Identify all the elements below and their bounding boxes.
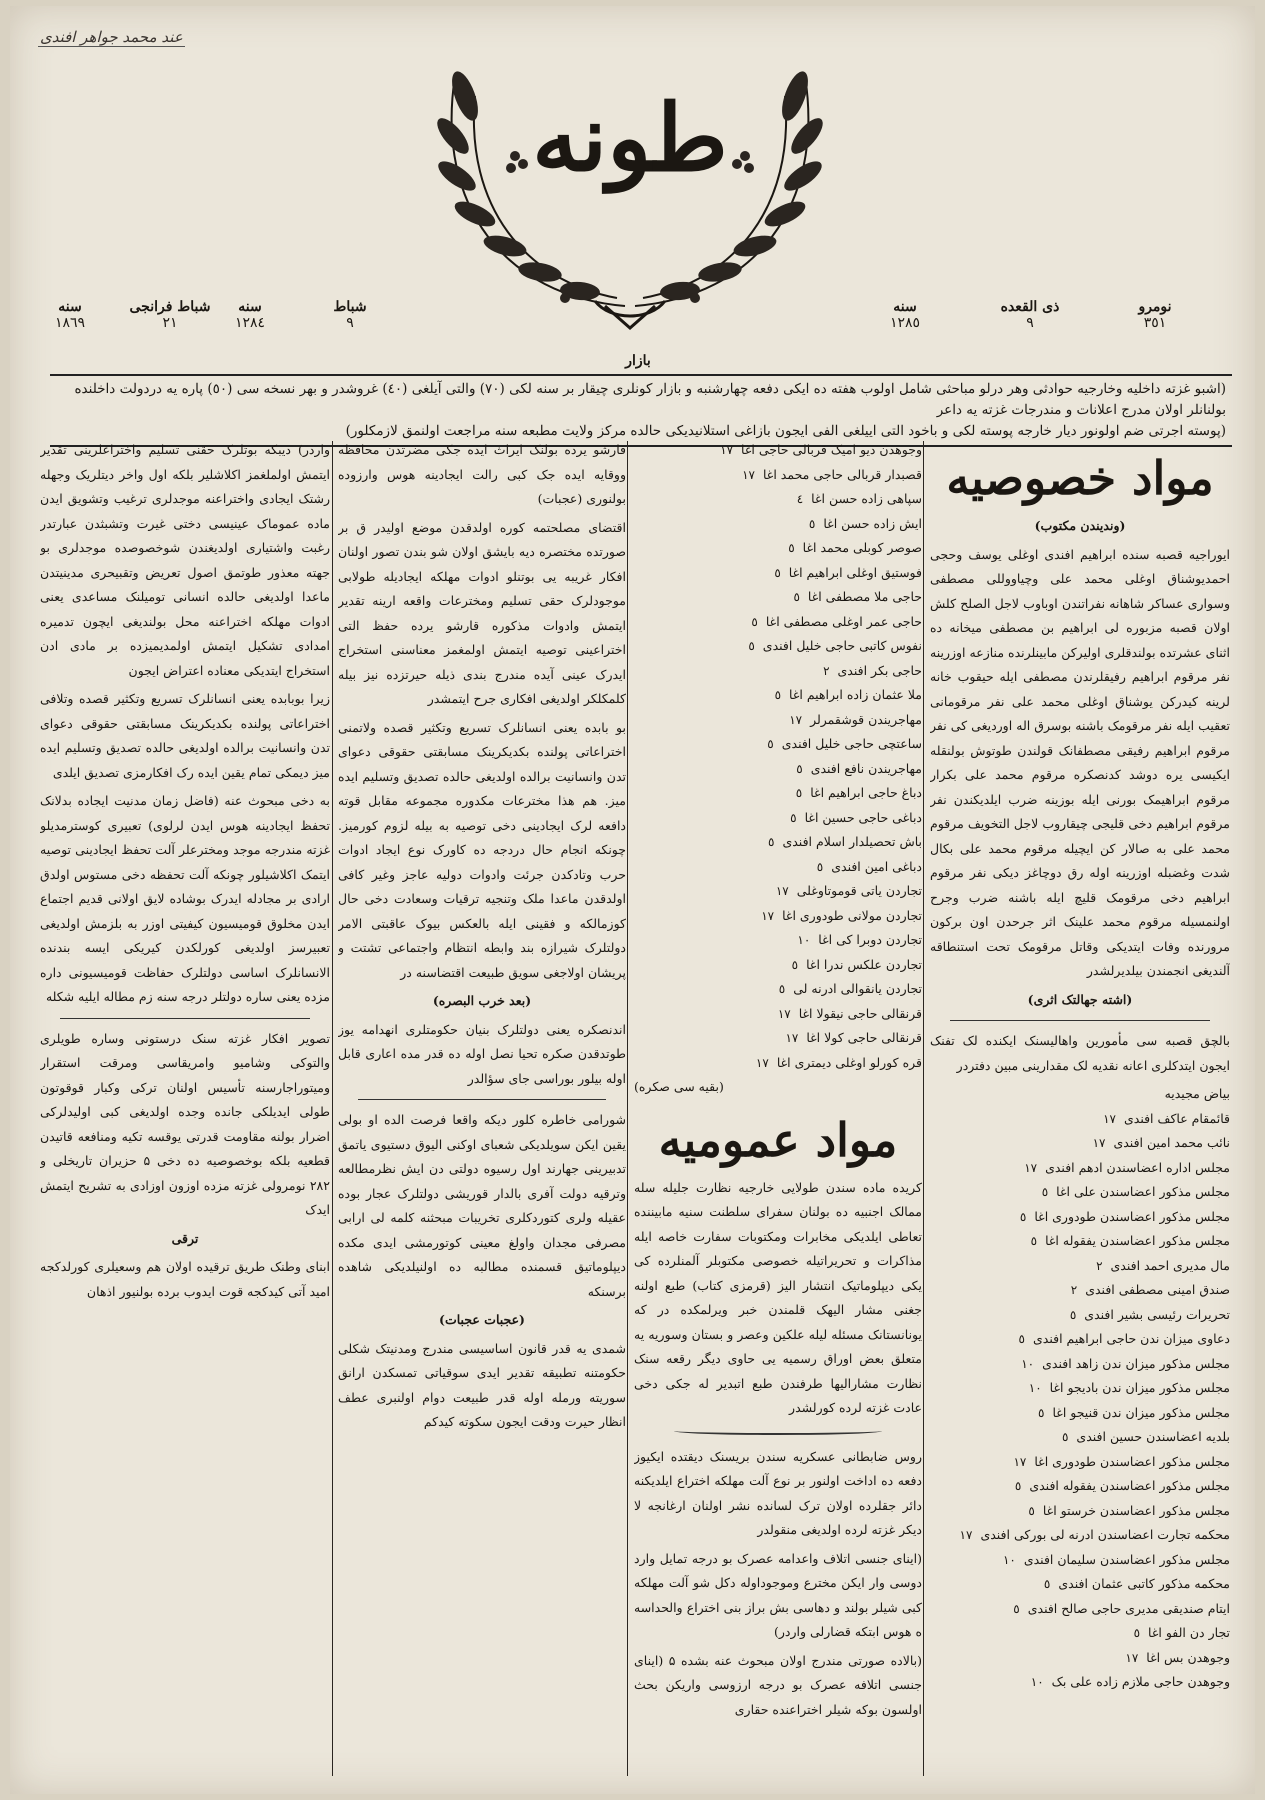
list-item-name: مجلس مذکور اعضاسندن یفقوله افندی <box>1029 1478 1230 1493</box>
list-item <box>634 1026 922 1051</box>
list-item <box>634 732 922 757</box>
list-item-amount: ٥ <box>1018 1332 1025 1346</box>
article-paragraph: ابنای وطنک طریق ترقیده اولان هم وسعیلری کورلدکجه امید آتی کیدکجه قوت ایدوب برده بولنیور اذهان <box>40 1259 330 1299</box>
rumi-month-label: شباط <box>333 299 367 315</box>
masthead <box>395 36 865 346</box>
list-item-amount: ٢ <box>823 663 830 678</box>
list-item-name: ایتام صندیقی مدیری حاجی صالح افندی <box>1027 1600 1230 1616</box>
list-item <box>930 1474 1230 1499</box>
column-rule <box>332 441 333 1776</box>
list-item-name: مهاجریندن نافع افندی <box>810 760 922 776</box>
list-item <box>634 879 922 904</box>
list-heading: بیاض مجیدیه <box>1164 1086 1230 1101</box>
list-item <box>930 1205 1230 1230</box>
list-item-name: دباغی امین افندی <box>831 858 922 874</box>
list-item-amount: ٢ <box>1070 1283 1078 1297</box>
list-item-name: مجلس مذکور میزان ندن زاهد افندی <box>1042 1355 1230 1371</box>
list-item-name: وجوهدن دیو امیک قربالی حاجی اغا <box>741 442 922 457</box>
list-item-amount: ٥ <box>778 982 786 996</box>
article-paragraph: اندنصکره یعنی دولتلرک بنیان حکومتلری انهدامه یوز طوتدقدن صکره تحیا نصل اوله ده قدر مده اعاری قابل اوله بیلور بوراسی جای سؤالدر <box>338 1021 626 1086</box>
list-item <box>634 1002 922 1027</box>
list-item <box>634 585 922 610</box>
list-item-name: مجلس مذکور اعضاسندن علی اغا <box>1056 1184 1230 1199</box>
list-item-name: قائمقام عاکف افندی <box>1123 1110 1230 1126</box>
donation-list-continued <box>634 438 922 1075</box>
newspaper-title: طونه <box>532 84 728 192</box>
list-item-amount: ٢ <box>1096 1258 1103 1273</box>
gregorian-month <box>115 299 225 331</box>
issue-number <box>1115 299 1195 331</box>
list-item-amount: ٥ <box>1013 1601 1020 1616</box>
list-item-name: تجاردن یاتی قوموتاوغلی <box>796 883 922 898</box>
list-item-name: مجلس مذکور میزان ندن بادیجو اغا <box>1049 1380 1230 1395</box>
divider <box>674 1427 882 1435</box>
list-continued-note: (بقیه سی صکره) <box>634 1079 724 1094</box>
list-item-name: فوستیق اوغلی ابراهیم اغا <box>788 564 922 580</box>
list-item-amount: ٥ <box>793 590 800 604</box>
list-item-amount: ٥ <box>768 835 775 849</box>
list-item-name: صوصر کوبلی محمد اغا <box>802 540 922 555</box>
section-heading: مواد خصوصیه <box>946 451 1214 505</box>
list-item <box>634 487 922 512</box>
newspaper-page <box>10 6 1255 1794</box>
subscription-notice <box>50 374 1232 447</box>
list-item <box>634 806 922 831</box>
list-item-amount: ٥ <box>790 810 797 825</box>
list-item-amount: ٥ <box>796 761 803 776</box>
list-item-name: تجاردن دوبرا کی اغا <box>818 932 922 947</box>
divider <box>60 1018 310 1019</box>
list-item-amount: ٥ <box>808 516 816 531</box>
list-item-name: مال مدیری احمد افندی <box>1110 1257 1230 1273</box>
list-item-amount: ٥ <box>1043 1577 1051 1591</box>
list-item <box>930 1425 1230 1450</box>
column-article-3 <box>338 438 626 1778</box>
list-item <box>634 830 922 855</box>
list-item <box>930 1180 1230 1205</box>
hijri-day-value: ٩ <box>1026 315 1034 331</box>
gregorian-year <box>30 299 110 331</box>
list-item <box>930 1401 1230 1426</box>
list-item-amount: ١٠ <box>1030 1675 1044 1689</box>
issue-number-label: نومرو <box>1138 299 1172 315</box>
list-item-name: حاجی بکر افندی <box>837 662 922 678</box>
list-item-amount: ١٧ <box>1024 1160 1038 1175</box>
gregorian-year-label: سنه <box>58 299 82 315</box>
hijri-year-value: ١٢٨٥ <box>889 315 921 331</box>
list-item-name: دعاوی میزان ندن حاجی ابراهیم افندی <box>1032 1331 1230 1346</box>
list-item-amount: ١٧ <box>959 1528 973 1542</box>
article-paragraph: به دخی مبحوث عنه (فاضل زمان مدنیت ایجاده بدلانک تحفظ ایجادینه هوس ایدن لرلوی) تعبیری کوسترمدیلو غزته مندرجه موجد ومخترعلر آلت تحفظ ایجادینی توصیه ایتمک اکلاشیلور چونکه آلت تحفظه دخی مستوس اولدق ارادی بر مجادله ایدرک بوشاده لایق اولانی قدیم اجتماع ایدن مخلوق قومیسیون کیفیتی اوزر به بلزمش اولدیغی تعبیرسز اولدیغی کورلکدن کیریکی ایسه بندنده الانسانلرک اساسی دولتلرک حفاظت قومیسیونی داره مزده یعنی ساره دولتلر درجه سنه زم مطاله ایلیه شکله <box>40 793 330 1004</box>
list-item-amount: ٥ <box>1038 1405 1045 1420</box>
column-general-news <box>634 438 922 1778</box>
article-note: (اشته جهالتک اثری) <box>1027 991 1133 1007</box>
list-item-amount: ٥ <box>751 614 758 629</box>
list-item <box>930 1597 1230 1622</box>
list-item <box>634 683 922 708</box>
list-item-amount: ٥ <box>767 737 774 751</box>
list-item-name: باش تحصیلدار اسلام افندی <box>782 834 922 849</box>
list-item <box>930 1523 1230 1548</box>
handwritten-note: عند محمد جواهر افندی <box>40 28 183 46</box>
section-heading-progress: ترقی <box>171 1230 199 1246</box>
list-item-name: ایش زاده حسن اغا <box>823 515 922 531</box>
list-item-name: مجلس مذکور اعضاسندن خرستو اغا <box>1042 1502 1230 1518</box>
divider <box>358 1099 606 1100</box>
list-item-name: محکمه مذکور کاتبی عثمان افندی <box>1058 1576 1230 1591</box>
list-item-name: تحریرات رئیسی بشیر افندی <box>1084 1306 1230 1322</box>
list-item-name: قره کورلو اوغلی دیمتری اغا <box>776 1054 922 1070</box>
list-item-name: تجاردن علکس ندرا اغا <box>806 956 922 972</box>
list-item <box>634 977 922 1002</box>
weekday-label: بازار <box>625 353 651 369</box>
list-item-amount: ٥ <box>1041 1185 1049 1199</box>
list-item-amount: ١٧ <box>742 467 755 482</box>
list-item <box>930 1670 1230 1695</box>
list-item <box>634 757 922 782</box>
list-item <box>930 1327 1230 1352</box>
list-item-name: تجاردن یانقوالی ادرنه لی <box>793 981 922 996</box>
list-item-amount: ٥ <box>1061 1430 1069 1444</box>
list-item-amount: ١٧ <box>789 712 803 727</box>
list-item <box>634 634 922 659</box>
list-item-amount: ٥ <box>1133 1626 1141 1640</box>
rumi-month <box>310 299 390 331</box>
list-item <box>634 463 922 488</box>
rumi-year-label: سنه <box>238 299 262 315</box>
list-item <box>930 1107 1230 1132</box>
hijri-year-label: سنه <box>893 299 917 315</box>
list-item-name: مجلس مذکور اعضاسندن طودوری اغا <box>1034 1453 1230 1469</box>
list-item-name: نفوس کاتبی حاجی خلیل افندی <box>762 638 922 653</box>
article-note: (عجبات عجبات) <box>439 1312 525 1327</box>
list-item-name: وجوهدن بس اغا <box>1146 1649 1230 1665</box>
article-note: (بعد خرب البصره) <box>432 993 532 1008</box>
list-item <box>634 610 922 635</box>
list-item-amount: ١٧ <box>720 443 734 457</box>
list-item <box>930 1278 1230 1303</box>
list-item <box>930 1572 1230 1597</box>
list-item-amount: ٥ <box>1028 1503 1035 1518</box>
list-item <box>930 1303 1230 1328</box>
list-item-amount: ١٧ <box>761 908 775 923</box>
list-item-name: حاجی ملا مصطفی اغا <box>807 589 922 604</box>
list-item-amount: ١٧ <box>777 1006 791 1021</box>
list-item <box>634 438 922 463</box>
list-item-name: محکمه تجارت اعضاسندن ادرنه لی بورکی افندی <box>980 1527 1230 1542</box>
list-item-name: دباغ حاجی ابراهیم اغا <box>810 785 922 800</box>
list-item <box>634 855 922 880</box>
list-item <box>930 1131 1230 1156</box>
list-item <box>930 1376 1230 1401</box>
list-item-amount: ١٧ <box>785 1031 799 1045</box>
list-item-name: تجاردن مولانی طودوری اغا <box>782 907 922 923</box>
list-item-amount: ٤ <box>796 492 804 506</box>
list-item-amount: ١٧ <box>1013 1454 1027 1469</box>
article-paragraph: (بالاده صورتی مندرج اولان مبحوث عنه بشده ۵ (اینای جنسی اتلافه عصرک بو درجه ارزوسی واریکن بحث اولسون بوکه شیلر اختراعنده حقاری <box>634 1652 922 1717</box>
list-item-name: ساعتچی حاجی خلیل افندی <box>781 736 922 751</box>
hijri-year <box>865 299 945 331</box>
list-item <box>634 904 922 929</box>
article-paragraph: ایوراجیه قصبه سنده ابراهیم افندی اوغلی یوسف وحجی احمدیوشناق اوغلی محمد علی وچیاووللی مصطفی وسواری عساکر شاهانه نفراتندن اوباوب لاجل الصلح کلش اولان قصبه مزبوره لی ابراهیم بن مصطفی میخانه ده اثنای عشرتده بولندقلری اولیرکن مابینلرنده منازعه اوزرینه نفر مرقوم ابراهیم رفیقلرندن مصطفی ایله حیقوب خانه لرینه کیدرکن یوشناق اوغلی محمد علی نفر مرقومانی تعقیب ایله نفر مرقومک باشنه بوسرق اله اوردیغی کی نفر مرقوم ابراهیم رفیقی مصطفانک قولندن طوتوش بولنقله ایکیسی یره دوشد کدنصکره مرقوم محمد علی بکرار مرقوم ابراهیمک بورنی ایله بوزینه ضرب ایلدیکندن نفر مرقوم ابراهیم دخی قلیجی چیقاروب لاجل التخویف مرقوم محمد علی به صالار کن ایچیله مرقوم محمد علی بکال شدت وغضبله اوزرینه اوله رق دوچاغز دیکی نفر مرقوم ابراهیم دخی مرقومک قلیچ ایله باشنه ضرب وجرح اولنمسیله مرقوم محمد علینک اثر جرحدن اون برکون مرورنده وفات ایتدیکی وقاتل مرقومک تحت استنطاقه آلندیغی انجمندن بیلدیرلشدر <box>930 546 1230 978</box>
list-item-name: قرنقالی حاجی نیقولا اغا <box>798 1005 922 1021</box>
list-item-name: مجلس مذکور میزان ندن قنیجو اغا <box>1052 1404 1230 1420</box>
article-paragraph: زیرا بوبابده یعنی انسانلرک تسریع وتکثیر قصده وتلافی اختراعاتی پولنده بکدیکرینک مسابقتی حقوقی دعوای تدن وانسانیت برالده اولدیغی حالده تصدیق وتسلیم ایده میز دیمکی تمام یقین ایده رک افکارمزی تصدیق ایلدی <box>40 691 330 780</box>
section-subheading: (وندیندن مکتوب) <box>1034 518 1126 533</box>
list-item-name: نائب محمد امین افندی <box>1113 1135 1230 1150</box>
list-item-amount: ١٧ <box>1103 1111 1116 1126</box>
list-item-name: حاجی عمر اوغلی مصطفی اغا <box>765 613 922 629</box>
article-paragraph: تصویر افکار غزته سنک درستونی وساره طویلری والتوکی وشامیو وامریقاسی ومرقت استقرار ومیتوراجارسنه تأسیس اولنان ترکی وکبار قوقوتون طولی ایدیلکی جانده وجده اولدیغی کبی اولیدلرکی اضرار بولنه مقاومت قدرتی یوقسه تکیه ومنافعه قاتیدن قطعیه بلکه بوخصوصیه ده دخی ۵ حزیران تاریخلی و ٢٨٢ نومرولی غزته مزده اوزون اوزادی به تشریح ایتمش ایدک <box>40 1030 330 1217</box>
list-item <box>634 512 922 537</box>
divider <box>950 1020 1210 1021</box>
list-item-name: ملا عثمان زاده ابراهیم اغا <box>789 687 922 702</box>
gregorian-month-label: شباط فرانجی <box>129 299 211 315</box>
list-item <box>930 1254 1230 1279</box>
gregorian-day-value: ٢١ <box>162 315 178 331</box>
list-item <box>930 1499 1230 1524</box>
list-item <box>634 659 922 684</box>
list-item <box>930 1621 1230 1646</box>
column-rule <box>627 441 628 1776</box>
list-item <box>930 1156 1230 1181</box>
list-item <box>634 708 922 733</box>
list-item-amount: ١٧ <box>1092 1136 1106 1150</box>
section-heading: مواد عمومیه <box>658 1112 898 1167</box>
article-paragraph: قارشو یرده بولنک ایراث ایده جکی مضرتدن محافظه ووقایه ایده جک کبی رالت ایجادینه هوس وارزوده بولنوری (عجبات) <box>338 442 626 506</box>
column-rule <box>923 441 924 1776</box>
list-item-amount: ٥ <box>795 786 803 800</box>
article-paragraph: شورامی خاطره کلور دیکه واقعا فرصت الده او بولی یقین ایکن سویلدیکی شعبای اوکنی الیوق دستیوی یاتمق تدبیرینی جهارند اول رسیوه دولتی دن ایش نظرمطالعه وترقیه دولت آفری بالدار قوریشی دولتلرک عجار بوده عقیله ولری کتوردکلری تخریبات مبحثنه کلمه لی ارابی مصرفی مجدان واولغ معینی کوتورمشی ایدی مکده دیپلوماتیق قسمنده مطالبه ده اولنیلدیکی شاهده برسنکه <box>338 1112 626 1299</box>
list-item <box>930 1229 1230 1254</box>
list-item-name: مجلس مذکور اعضاسندن طودوری اغا <box>1034 1208 1230 1224</box>
article-paragraph: کریده ماده سندن طولایی خارجیه نظارت جلیله سله ممالک اجنبیه ده بولنان سفرای سلطنت سنیه مابیننده تعاطی ایلدیکی مخابرات ومکتوبات سفارت خاصه ایله مذاکرات و تحریراتیله خصوصی مکتوبلر آلمنلرده کی یکی دیپلوماتیک انتشار الیز (قرمزی کتاب) طبع اولنه جغنی مشار الیهک قلمندن خبر ویرلمکده در که یونانستانک مسئله لیله علکین وعصر و بستان وسوریه یه متعلق بعض اوراق رسمیه یی حاوی دیگر رقعه سنک نظارت مشارالیها طرفندن طبع اتبدیر له جکی دخی عادت غزته لرده کورلشدر <box>634 1179 922 1415</box>
list-item-amount: ٥ <box>1014 1479 1022 1493</box>
list-item <box>634 781 922 806</box>
list-item-name: مجلس مذکور اعضاسندن سلیمان افندی <box>1023 1551 1230 1567</box>
list-item <box>930 1450 1230 1475</box>
rumi-day-value: ٩ <box>346 315 354 331</box>
list-item-name: قصبدار قربالی حاجی محمد اغا <box>763 466 922 482</box>
article-paragraph: بو بابده یعنی انسانلرک تسریع وتکثیر قصده ولاتمنی اختراعاتی پولنده بکدیکرینک مسابقتی حقوقی دعوای تدن وانسانیت برالده اولدیغی حالده تصدیق وتسلیم ایده میز. هم هذا مخترعات مکدوره مجموعه مقابل قوته دافعه لرک ایجادینی دخی توصیه به بیله لزوم کورمیز. چونکه انجام حال دردجه ده کاورک نوع ایجاد ادوات حرب وتادکدن جرئت وادوات دولیه عاجز وغیر کافی اولدقدن ماعدا ملک وتنجیه ترقیات وسعادت دخی حال کوزمالکه و فقینی ایله بالعکس بیوک عاقبتی الامر دولتلرک شیرازه بند وابطه انتظام واجتماعی تشتت و پریشان اولاجغی سویق طبیعت اقتضاسنه در <box>338 719 626 980</box>
list-item-name: وجوهدن حاجی ملازم زاده علی بک <box>1051 1674 1230 1689</box>
list-item-amount: ١٧ <box>775 884 789 898</box>
list-item-amount: ٥ <box>1030 1234 1038 1248</box>
list-item-amount: ٥ <box>1019 1209 1027 1224</box>
list-item <box>634 928 922 953</box>
list-item-name: سپاهی زاده حسن اغا <box>811 491 922 506</box>
article-paragraph: (اینای جنسی اتلاف واعدامه عصرک بو درجه تمایل وارد دوسی وار ایکن مخترع وموجوداوله دکل شو آلت مهلکه کبی شیلر بولند و دهاسی بش براز بنی اختراع والحداسه ه هوس ابتکه قضارلی واردر) <box>634 1550 922 1639</box>
list-item-amount: ٥ <box>791 957 799 972</box>
list-item-amount: ١٧ <box>1125 1650 1139 1665</box>
list-item <box>634 953 922 978</box>
list-item <box>634 561 922 586</box>
article-paragraph: شمدی یه قدر قانون اساسیسی مندرج ومدنیتک شکلی حکومتنه تطبیقه تقدیر ایدی سوقیاتی تمسکدن ارانق سوریته ورمله اوله قدر طبیعت دوام اولنبری عطف انظار حیرت ودقت ایجون سکوته کیدکم <box>338 1340 626 1429</box>
list-item-amount: ٥ <box>1069 1307 1077 1322</box>
issue-number-value: ٣٥١ <box>1143 315 1167 331</box>
list-item-amount: ١٠ <box>1028 1381 1042 1395</box>
hijri-month <box>985 299 1075 331</box>
list-item-name: مجلس مذکور اعضاسندن یفقوله اغا <box>1045 1233 1230 1248</box>
list-item-amount: ٥ <box>748 639 755 653</box>
article-paragraph: بالچق قصبه سی مأمورین واهالیسنک ایکنده لک تفنک ایجون ایتدکلری اعانه نقدیه لک مقدارینی مبین دفتردر <box>930 1033 1230 1073</box>
list-item <box>930 1646 1230 1671</box>
list-item-name: مجلس اداره اعضاسندن ادهم افندی <box>1045 1159 1230 1175</box>
list-item-amount: ٥ <box>816 859 824 874</box>
list-item <box>634 1051 922 1076</box>
list-item-amount: ١٠ <box>797 933 811 947</box>
list-item <box>634 536 922 561</box>
list-item <box>930 1352 1230 1377</box>
donation-list <box>930 1107 1230 1695</box>
list-item-amount: ٥ <box>788 541 795 555</box>
list-item-name: بلدیه اعضاسندن حسین افندی <box>1076 1429 1230 1444</box>
rumi-year-value: ١٢٨٤ <box>234 315 266 331</box>
list-item-name: دباغی حاجی حسین اغا <box>804 809 922 825</box>
list-item-name: تجار دن الفو اغا <box>1148 1625 1230 1640</box>
list-item-amount: ١٧ <box>755 1055 769 1070</box>
list-item-amount: ٥ <box>774 565 781 580</box>
list-item-amount: ٥ <box>774 688 782 702</box>
list-item-amount: ١٠ <box>1002 1552 1016 1567</box>
list-item-name: صندق امینی مصطفی افندی <box>1085 1282 1230 1297</box>
notice-line: (پوسته اجرتی ضم اولونور دیار خارجه پوسته لکی و باخود التی اییلغی الفی ایجون بازاغی استلانیدیکی حالده مرکز ولایت مطبعه سنه مراجعت اولنمق لازمکلور) <box>345 423 1226 439</box>
column-special-news <box>930 438 1230 1778</box>
list-item-name: قرنقالی حاجی کولا اغا <box>806 1030 922 1045</box>
article-paragraph: واردر) دیبکه بوتلرک حقنی تسلیم واختراعلرینی تقدیر ایتمش اولملغمز اکلاشلیر بلکه اول واخر دیتلریک وجهله رشتک ایجادی واختراعنه موجدلری ترغیب وتشویق ایدن ماده عموماک عینیسی دختی غیرت وتشبثدن عبارتدر رغبت واشتیاری اولدیغندن شوخصوصده موجدلری بو جهته معذور طوتمق اصول تعریض وتقبیحری مدینیتدن ماعدا اولدیغی حالده انسانی تومیلنک مساعدی یعنی ادوات مهلکه اختراعنه محل بولندیغی ایچون تدمیره امدادی تشکیل ایتمش اولمدیمیزده بر مادی ادن استخراج ایتدیکی معناده اعتراض ایجون <box>40 442 330 678</box>
gregorian-year-value: ١٨٦٩ <box>54 315 86 331</box>
list-item-name: مهاجریندن قوشقمرلر <box>810 711 922 727</box>
list-item-amount: ١٠ <box>1021 1356 1035 1371</box>
list-item <box>930 1548 1230 1573</box>
article-paragraph: روس ضابطانی عسکریه سندن بریسنک دیقتده ایکیوز دفعه ده اداخت اولنور بر نوع آلت مهلکه اختراع ایلدیکنه دائر جقلرده اولان ترک لسانده نشر اولنان ارغانجه لا دیکر غزته لرده اولدیغی منقولدر <box>634 1448 922 1537</box>
article-paragraph: اقتضای مصلحتمه کوره اولدقدن موضع اولیدر ق بر صورتده مختصره دیه بایشق اولان شو بندن تصور اولنان افکار غریبه یی بوتنلو ادوات مهلکه ایجادیله طولابی موجودلرک حقی تسلیم ومخترعات واقعه ارینه تقدیر ایتمش وادوات مذکوره قارشو یرده حفظ التی اختراعینی توصیه ایتمش اولمغمز معناسنی استخراج ایدرک عینی آیده مندرج بندی ذیله حیرتزده نیز بیله کلمکلکر اولدیغی افکاری جرح ایتمشدر <box>338 519 626 706</box>
hijri-month-label: ذی القعده <box>1000 299 1060 315</box>
notice-line: (اشبو غزته داخلیه وخارجیه حوادثی وهر درلو مباحثی شامل اولوب هفته ده ایکی دفعه چهارشنبه و بازار کونلری چیقار بر سنه لکی (٧٠) والتی آیلغی (٤٠) غروشدر و بهر نسخه سی (٥٠) پاره یه دردولت داخلنده بولنانلر اولان مدرج اعلانات و مندرجات غزته یه داعر <box>74 381 1226 418</box>
column-article-4 <box>40 438 330 1778</box>
